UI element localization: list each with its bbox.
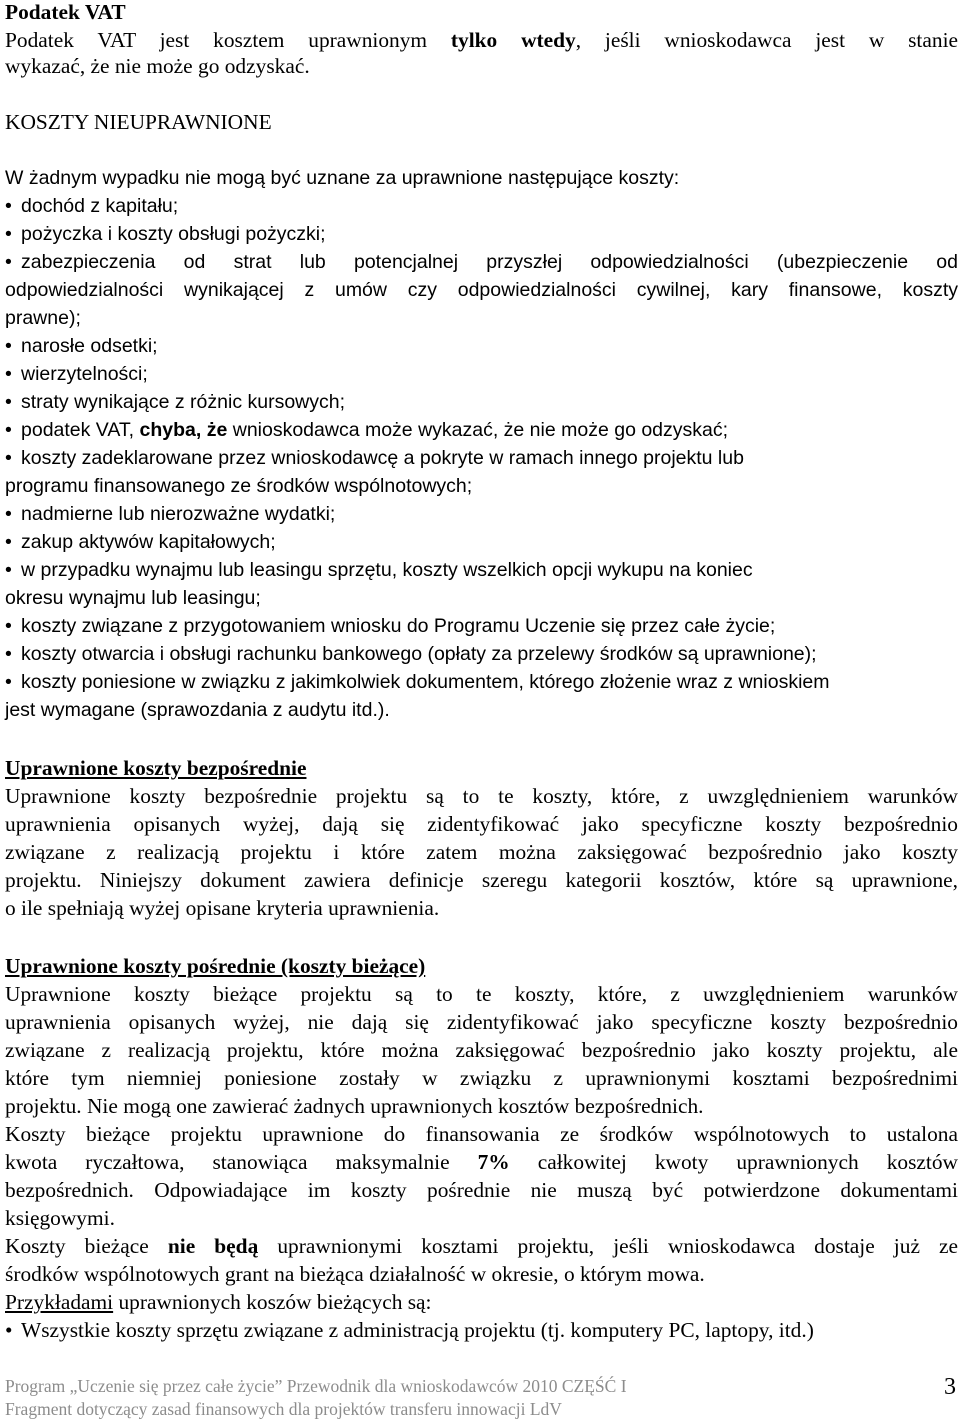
list-item: [5, 668, 830, 696]
bullet-icon: •: [5, 559, 12, 581]
bezposrednie-line: o ile spełniają wyżej opisane kryteria uprawnienia.: [5, 896, 440, 920]
posrednie-line: [5, 1232, 958, 1260]
list-item: [5, 388, 345, 416]
bullet-icon: •: [5, 503, 12, 525]
bullet-icon: •: [5, 615, 12, 637]
list-item-text: koszty otwarcia i obsługi rachunku bankowego (opłaty za przelewy środków są uprawnione);: [21, 643, 817, 665]
bullet-icon: •: [5, 643, 12, 665]
posrednie-line: środków wspólnotowych grant na bieżąca działalność w okresie, o którym mowa.: [5, 1262, 705, 1286]
footer-line-1: Program „Uczenie się przez całe życie” Przewodnik dla wnioskodawców 2010 CZĘŚĆ I: [5, 1376, 627, 1396]
bezposrednie-line: uprawnienia opisanych wyżej, dają się zidentyfikować jako specyficzne koszty bezpośrednio: [5, 812, 958, 836]
posrednie-emphasis: 7%: [477, 1150, 510, 1174]
list-item: [5, 1316, 814, 1344]
bullet-icon: •: [5, 363, 12, 385]
list-item-continuation: jest wymagane (sprawozdania z audytu itd.).: [5, 699, 390, 721]
list-item-text: w przypadku wynajmu lub leasingu sprzętu, koszty wszelkich opcji wykupu na koniec: [21, 559, 753, 581]
vat-text: , jeśli wnioskodawca jest w stanie: [575, 28, 959, 52]
posrednie-emphasis: nie będą: [167, 1234, 259, 1258]
list-item: [5, 192, 178, 220]
posrednie-text: Koszty bieżące: [5, 1234, 168, 1258]
list-item: [5, 500, 335, 528]
list-item: [5, 528, 276, 556]
posrednie-line: uprawnienia opisanych wyżej, nie dają się zidentyfikować jako specyficzne koszty bezpośrednio: [5, 1010, 958, 1034]
vat-paragraph-line-2: wykazać, że nie może go odzyskać.: [5, 54, 310, 78]
list-item-text: nadmierne lub nierozważne wydatki;: [21, 503, 336, 525]
bullet-icon: •: [5, 335, 12, 357]
list-item-continuation: prawne);: [5, 307, 81, 329]
list-item-continuation: programu finansowanego ze środków wspólnotowych;: [5, 475, 473, 497]
list-item: [5, 640, 817, 668]
list-item-text: koszty związane z przygotowaniem wniosku do Programu Uczenie się przez całe życie;: [21, 615, 776, 637]
posrednie-line: księgowymi.: [5, 1206, 115, 1230]
vat-paragraph-line-1: [5, 26, 958, 54]
posrednie-underlined: Przykładami: [5, 1290, 114, 1314]
bezposrednie-line: Uprawnione koszty bezpośrednie projektu są to te koszty, które, z uwzględnieniem warunków: [5, 784, 958, 808]
posrednie-line: które tym niemniej poniesione zostały w związku z uprawnionymi kosztami bezpośrednimi: [5, 1066, 958, 1090]
list-item-text: pożyczka i koszty obsługi pożyczki;: [21, 223, 326, 245]
list-item-text: Wszystkie koszty sprzętu związane z administracją projektu (tj. komputery PC, laptopy, itd.): [21, 1318, 814, 1342]
posrednie-text: całkowitej kwoty uprawnionych kosztów: [509, 1150, 959, 1174]
bullet-icon: •: [5, 419, 12, 441]
list-item-text: podatek VAT,: [21, 419, 140, 441]
list-item-emphasis: chyba, że: [139, 419, 228, 441]
bezposrednie-line: związane z realizacją projektu i które zatem można zaksięgować bezpośrednio jako koszty: [5, 840, 958, 864]
posrednie-line: Uprawnione koszty bieżące projektu są to te koszty, które, z uwzględnieniem warunków: [5, 982, 958, 1006]
posrednie-text: kwota ryczałtowa, stanowiąca maksymalnie: [5, 1150, 478, 1174]
posrednie-text: uprawnionymi kosztami projektu, jeśli wnioskodawca dostaje już ze: [258, 1234, 959, 1258]
posrednie-line: związane z realizacją projektu, które można zaksięgować bezpośrednio jako koszty projektu, ale: [5, 1038, 958, 1062]
list-item: [5, 248, 958, 276]
list-item-text: wierzytelności;: [21, 363, 148, 385]
list-item: [5, 360, 148, 388]
bullet-icon: •: [5, 195, 12, 217]
bullet-icon: •: [5, 671, 12, 693]
bullet-icon: •: [5, 447, 12, 469]
page-number: 3: [944, 1374, 956, 1400]
list-item: [5, 444, 744, 472]
bullet-icon: •: [5, 531, 12, 553]
list-item-text: dochód z kapitału;: [21, 195, 179, 217]
nieuprawnione-heading: KOSZTY NIEUPRAWNIONE: [5, 110, 272, 134]
list-item: [5, 416, 728, 444]
list-item: [5, 332, 158, 360]
nieuprawnione-intro: W żadnym wypadku nie mogą być uznane za uprawnione następujące koszty:: [5, 167, 680, 189]
list-item-text: straty wynikające z różnic kursowych;: [21, 391, 346, 413]
list-item-continuation: odpowiedzialności wynikającej z umów czy odpowiedzialności cywilnej, kary finansowe, koszty: [5, 279, 958, 301]
bullet-icon: •: [5, 1318, 13, 1342]
list-item-text: wnioskodawca może wykazać, że nie może go odzyskać;: [227, 419, 729, 441]
bezposrednie-line: projektu. Niniejszy dokument zawiera definicje szeregu kategorii kosztów, które są uprawnione,: [5, 868, 958, 892]
bullet-icon: •: [5, 223, 12, 245]
vat-emphasis: tylko wtedy: [450, 28, 576, 52]
vat-text: Podatek VAT jest kosztem uprawnionym: [5, 28, 451, 52]
posrednie-line: bezpośrednich. Odpowiadające im koszty pośrednie nie muszą być potwierdzone dokumentami: [5, 1178, 958, 1202]
posrednie-line: [5, 1288, 432, 1316]
posrednie-line: projektu. Nie mogą one zawierać żadnych uprawnionych kosztów bezpośrednich.: [5, 1094, 704, 1118]
footer-line-2: Fragment dotyczący zasad finansowych dla projektów transferu innowacji LdV: [5, 1399, 562, 1419]
bezposrednie-heading: Uprawnione koszty bezpośrednie: [5, 756, 307, 780]
vat-heading: Podatek VAT: [5, 0, 126, 24]
posrednie-text: uprawnionych koszów bieżących są:: [113, 1290, 432, 1314]
list-item-text: narosłe odsetki;: [21, 335, 158, 357]
posrednie-line: [5, 1148, 958, 1176]
list-item-text: zakup aktywów kapitałowych;: [21, 531, 276, 553]
list-item: [5, 612, 775, 640]
posrednie-heading: Uprawnione koszty pośrednie (koszty bieżące): [5, 954, 426, 978]
bullet-icon: •: [5, 251, 12, 273]
list-item: [5, 556, 753, 584]
list-item-text: zabezpieczenia od strat lub potencjalnej przyszłej odpowiedzialności (ubezpieczenie od: [21, 251, 958, 273]
list-item-text: koszty zadeklarowane przez wnioskodawcę a pokryte w ramach innego projektu lub: [21, 447, 744, 469]
list-item: [5, 220, 326, 248]
bullet-icon: •: [5, 391, 12, 413]
posrednie-line: Koszty bieżące projektu uprawnione do finansowania ze środków wspólnotowych to ustalona: [5, 1122, 958, 1146]
list-item-text: koszty poniesione w związku z jakimkolwiek dokumentem, którego złożenie wraz z wnioskiem: [21, 671, 830, 693]
list-item-continuation: okresu wynajmu lub leasingu;: [5, 587, 261, 609]
